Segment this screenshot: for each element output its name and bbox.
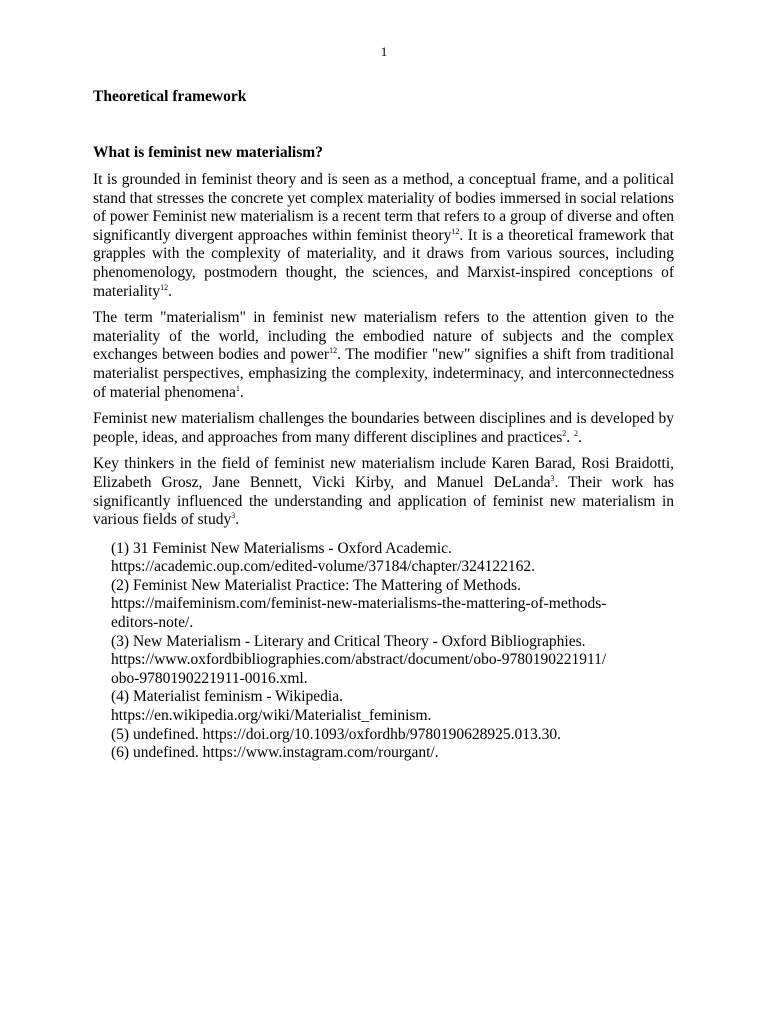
citation-marker: 1 bbox=[235, 383, 240, 393]
reference-item bbox=[111, 633, 674, 689]
paragraph-key-thinkers: Key thinkers in the field of feminist new materialism include Karen Barad, Rosi Braidotti, Elizabeth Grosz, Jane Bennett, Vicki Kirby, and Manuel DeLanda$^3$. Their work has significantly influenced the understanding and application of feminist new materialism in various fields of study$^3$. bbox=[93, 455, 674, 529]
reference-link[interactable]: https://academic.oup.com/edited-volume/37184/chapter/324122162. bbox=[111, 558, 535, 576]
reference-link[interactable]: https://maifeminism.com/feminist-new-materialisms-the-mattering-of-methods- bbox=[111, 595, 607, 613]
citation-marker: 3 bbox=[550, 473, 555, 483]
document-body bbox=[93, 87, 674, 763]
citation-marker: 2 bbox=[562, 428, 567, 438]
reference-item bbox=[111, 744, 674, 763]
subsection-heading: What is feminist new materialism? bbox=[93, 144, 323, 161]
reference-link[interactable]: https://en.wikipedia.org/wiki/Materialist_feminism. bbox=[111, 707, 432, 725]
reference-item bbox=[111, 577, 674, 633]
reference-list bbox=[111, 540, 674, 763]
reference-link[interactable]: (5) undefined. https://doi.org/10.1093/oxfordhb/9780190628925.013.30. bbox=[111, 725, 562, 743]
paragraph-disciplines: Feminist new materialism challenges the boundaries between disciplines and is developed by people, ideas, and approaches from many different disciplines and practices$^2$. $^2$. bbox=[93, 410, 674, 446]
reference-title: (3) New Materialism - Literary and Critical Theory - Oxford Bibliographies. bbox=[111, 632, 586, 650]
reference-link[interactable]: https://www.oxfordbibliographies.com/abstract/document/obo-9780190221911/ bbox=[111, 651, 607, 669]
reference-title: (1) 31 Feminist New Materialisms - Oxford Academic. bbox=[111, 539, 452, 557]
reference-title: (2) Feminist New Materialist Practice: The Mattering of Methods. bbox=[111, 576, 521, 594]
paragraph-materialism-term: The term "materialism" in feminist new materialism refers to the attention given to the materiality of the world, including the embodied nature of subjects and the complex exchanges between bodies and power$^{12}$. The modifier "new" signifies a shift from traditional materialist perspectives, emphasizing the complexity, indeterminacy, and interconnectedness of material phenomena$^1$. bbox=[93, 309, 674, 401]
reference-item bbox=[111, 540, 674, 577]
section-heading: Theoretical framework bbox=[93, 88, 247, 105]
reference-link[interactable]: (6) undefined. https://www.instagram.com/rourgant/. bbox=[111, 744, 439, 762]
reference-item bbox=[111, 726, 674, 745]
citation-marker: 2 bbox=[574, 428, 579, 438]
page-number: 1 bbox=[380, 44, 388, 59]
reference-link-continued[interactable]: editors-note/. bbox=[111, 614, 194, 632]
citation-marker: 12 bbox=[451, 226, 460, 236]
citation-marker: 3 bbox=[231, 510, 236, 520]
paragraph-definition: It is grounded in feminist theory and is seen as a method, a conceptual frame, and a political stand that stresses the concrete yet complex materiality of bodies immersed in social relations of power Feminist new materialism is a recent term that refers to a group of diverse and often significantly divergent approaches within feminist theory$^{12}$. It is a theoretical framework that grapples with the complexity of materiality, and it draws from various sources, including phenomenology, postmodern thought, the sciences, and Marxist-inspired conceptions of materiality$^{12}$. bbox=[93, 171, 674, 300]
reference-item bbox=[111, 688, 674, 725]
reference-title: (4) Materialist feminism - Wikipedia. bbox=[111, 688, 343, 706]
citation-marker: 12 bbox=[160, 282, 169, 292]
citation-marker: 12 bbox=[329, 346, 338, 356]
reference-link-continued[interactable]: obo-9780190221911-0016.xml. bbox=[111, 669, 308, 687]
